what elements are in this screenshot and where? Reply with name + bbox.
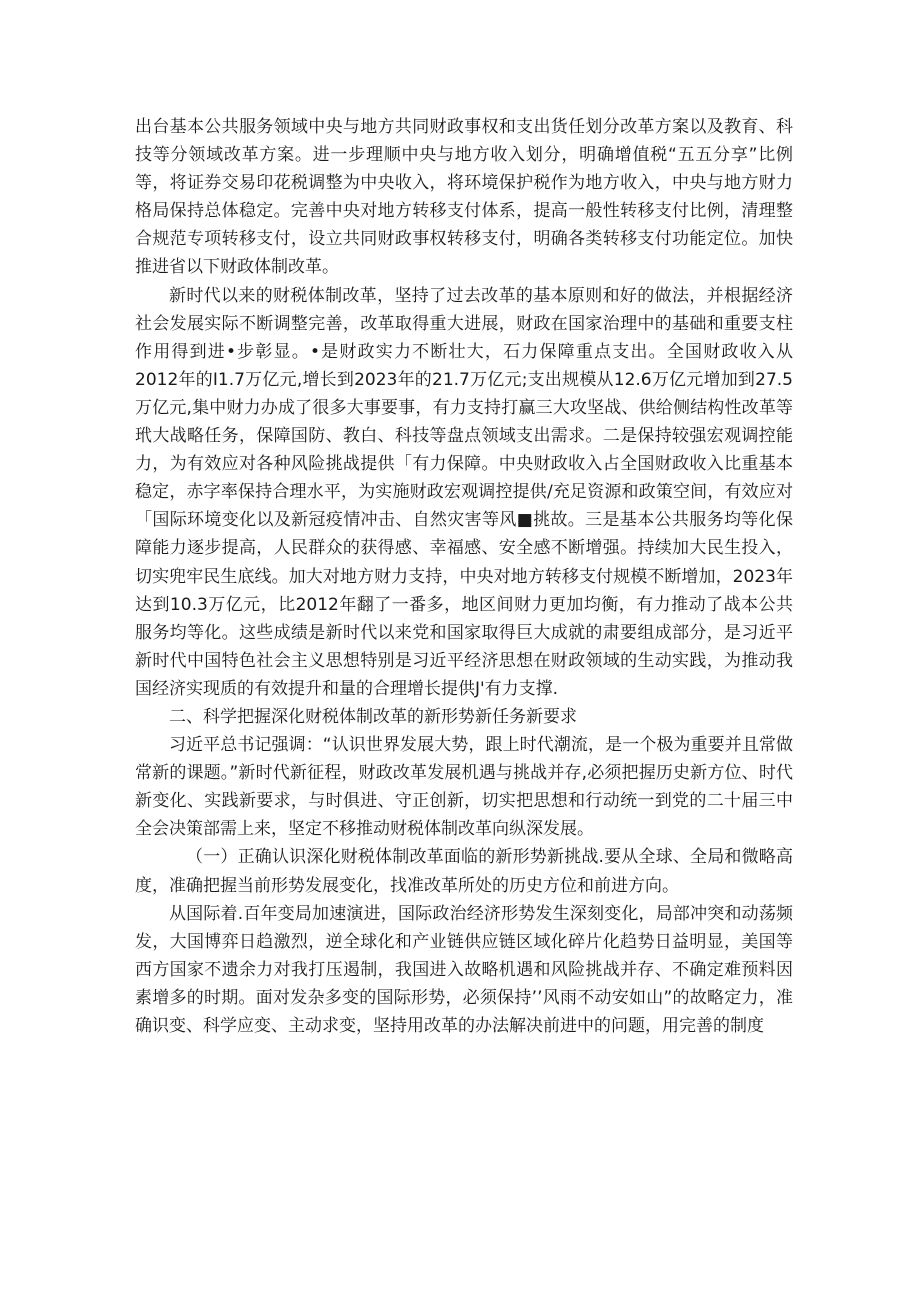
paragraph-fiscal-division-continued: 出台基本公共服务领域中央与地方共同财政事权和支出货任划分改革方案以及教育、科技等分领域改革方案。进一步理顺中央与地方收入划分，明确增值税“五五分享”比例等，将证券交易印花税调整为中央收入，将环境保护税作为地方收入，中央与地方财力格局保持总体稳定。完善中央对地方转移支付体系，提高一般性转移支付比例，清理整合规范专项转移支付，设立共同财政事权转移支付，明确各类转移支付功能定位。加快推进省以下财政体制改革。 bbox=[135, 117, 793, 278]
paragraph-xi-quote: 习近平总书记强调：“认识世界发展大势，跟上时代潮流，是一个极为重要并且常做常新的课题。”新时代新征程，财政改革发展机遇与挑战并存,必须把握历史新方位、时代新变化、实践新要求，与时俱进、守正创新，切实把思想和行动统一到党的二十届三中全会决策部需上来，坚定不移推动财税体制改革向纵深发展。 bbox=[135, 735, 793, 840]
paragraph-international-view: 从国际着.百年变局加速演进，国际政治经济形势发生深刻变化，局部冲突和动荡频发，大国博弈日趋激烈，逆全球化和产业链供应链区域化碎片化趋势日益明显，美国等西方国家不遗余力对我打压遏制，我国进入故略机遇和风险挑战并存、不确定难预料因素增多的时期。面对发杂多变的国际形势，必须保持’’风雨不动安如山”的故略定力，准确识变、科学应变、主动求变，坚持用改革的办法解决前进中的问题，用完善的制度 bbox=[135, 903, 793, 1036]
section-heading-two: 二、科学把握深化财税体制改革的新形势新任务新要求 bbox=[169, 706, 577, 727]
paragraph-subsection-one: （一）正确认识深化财税体制改革面临的新形势新挑战.要从全球、全局和微略高度，准确把握当前形势发展变化，找准改革所处的历史方位和前进方向。 bbox=[135, 847, 793, 896]
paragraph-new-era-achievements: 新时代以来的财税体制改革，坚持了过去改革的基本原则和好的做法，并根据经济社会发展实际不断调整完善，改革取得重大进展，财政在国家治理中的基础和重要支柱作用得到进•步彰显。•是财政实力不断壮大，石力保障重点支出。全国财政收入从2012年的I1.7万亿元,增长到2023年的21.7万亿元;支出规模从12.6万亿元增加到27.5万亿元,集中财力办成了很多大事要事，有力支持打赢三大攻坚战、供给侧结构性改革等玳大战略任务，保障国防、教白、科技等盘点领域支出需求。二是保持较强宏观调控能力，为有效应对各种风险挑战提供「有力保障。中央财政收入占全国财政收入比重基本稳定，赤字率保持合理水平，为实施财政宏观调控提供/充足资源和政策空间，有效应对「国际环境变化以及新冠疫情冲击、自然灾害等风■挑故。三是基本公共服务均等化保障能力逐步提高，人民群众的获得感、幸福感、安全感不断增强。持续加大民生投入，切实兜牢民生底线。加大对地方财力支持，中央对地方转移支付规模不断增加，2023年达到10.3万亿元，比2012年翻了一番多，地区间财力更加均衡，有力推动了战本公共服务均等化。这些成绩是新时代以来党和国家取得巨大成就的肃要组成部分，是习近平新时代中国特色社会主义思想特别是习近平经济思想在财政领域的生动实践，为推动我国经济实现质的有效提升和量的合理增长提供J'有力支撑. bbox=[135, 285, 793, 699]
document-body bbox=[135, 113, 793, 1040]
